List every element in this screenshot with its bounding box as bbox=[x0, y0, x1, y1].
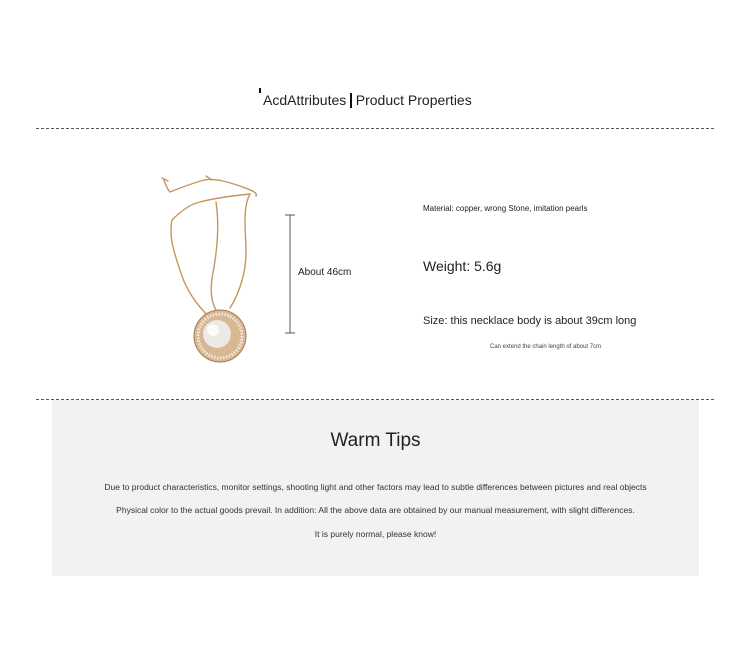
tips-line-2: Physical color to the actual goods prevail. In addition: All the above data are obtained by our manual measurement, with slight differences. bbox=[116, 505, 635, 515]
section-title bbox=[259, 88, 472, 112]
necklace-image bbox=[150, 168, 280, 368]
warm-tips-panel bbox=[52, 400, 699, 576]
tips-line-3: It is purely normal, please know! bbox=[314, 529, 437, 539]
size-text: Size: this necklace body is about 39cm long bbox=[423, 315, 637, 327]
title-marker bbox=[259, 88, 261, 93]
length-label: About 46cm bbox=[298, 267, 352, 278]
section-title-right: Product Properties bbox=[355, 92, 472, 108]
title-separator bbox=[350, 93, 352, 108]
warm-tips-title: Warm Tips bbox=[330, 430, 421, 451]
length-indicator bbox=[280, 212, 300, 336]
tips-line-1: Due to product characteristics, monitor settings, shooting light and other factors may lead to subtle differences between pictures and real objects bbox=[104, 482, 647, 492]
section-title-left: AcdAttributes bbox=[263, 92, 347, 108]
weight-text: Weight: 5.6g bbox=[423, 258, 502, 274]
section-title-text bbox=[263, 92, 472, 108]
material-text: Material: copper, wrong Stone, imitation pearls bbox=[423, 204, 588, 213]
top-divider bbox=[36, 128, 714, 129]
chain-note: Can extend the chain length of about 7cm bbox=[490, 344, 602, 350]
